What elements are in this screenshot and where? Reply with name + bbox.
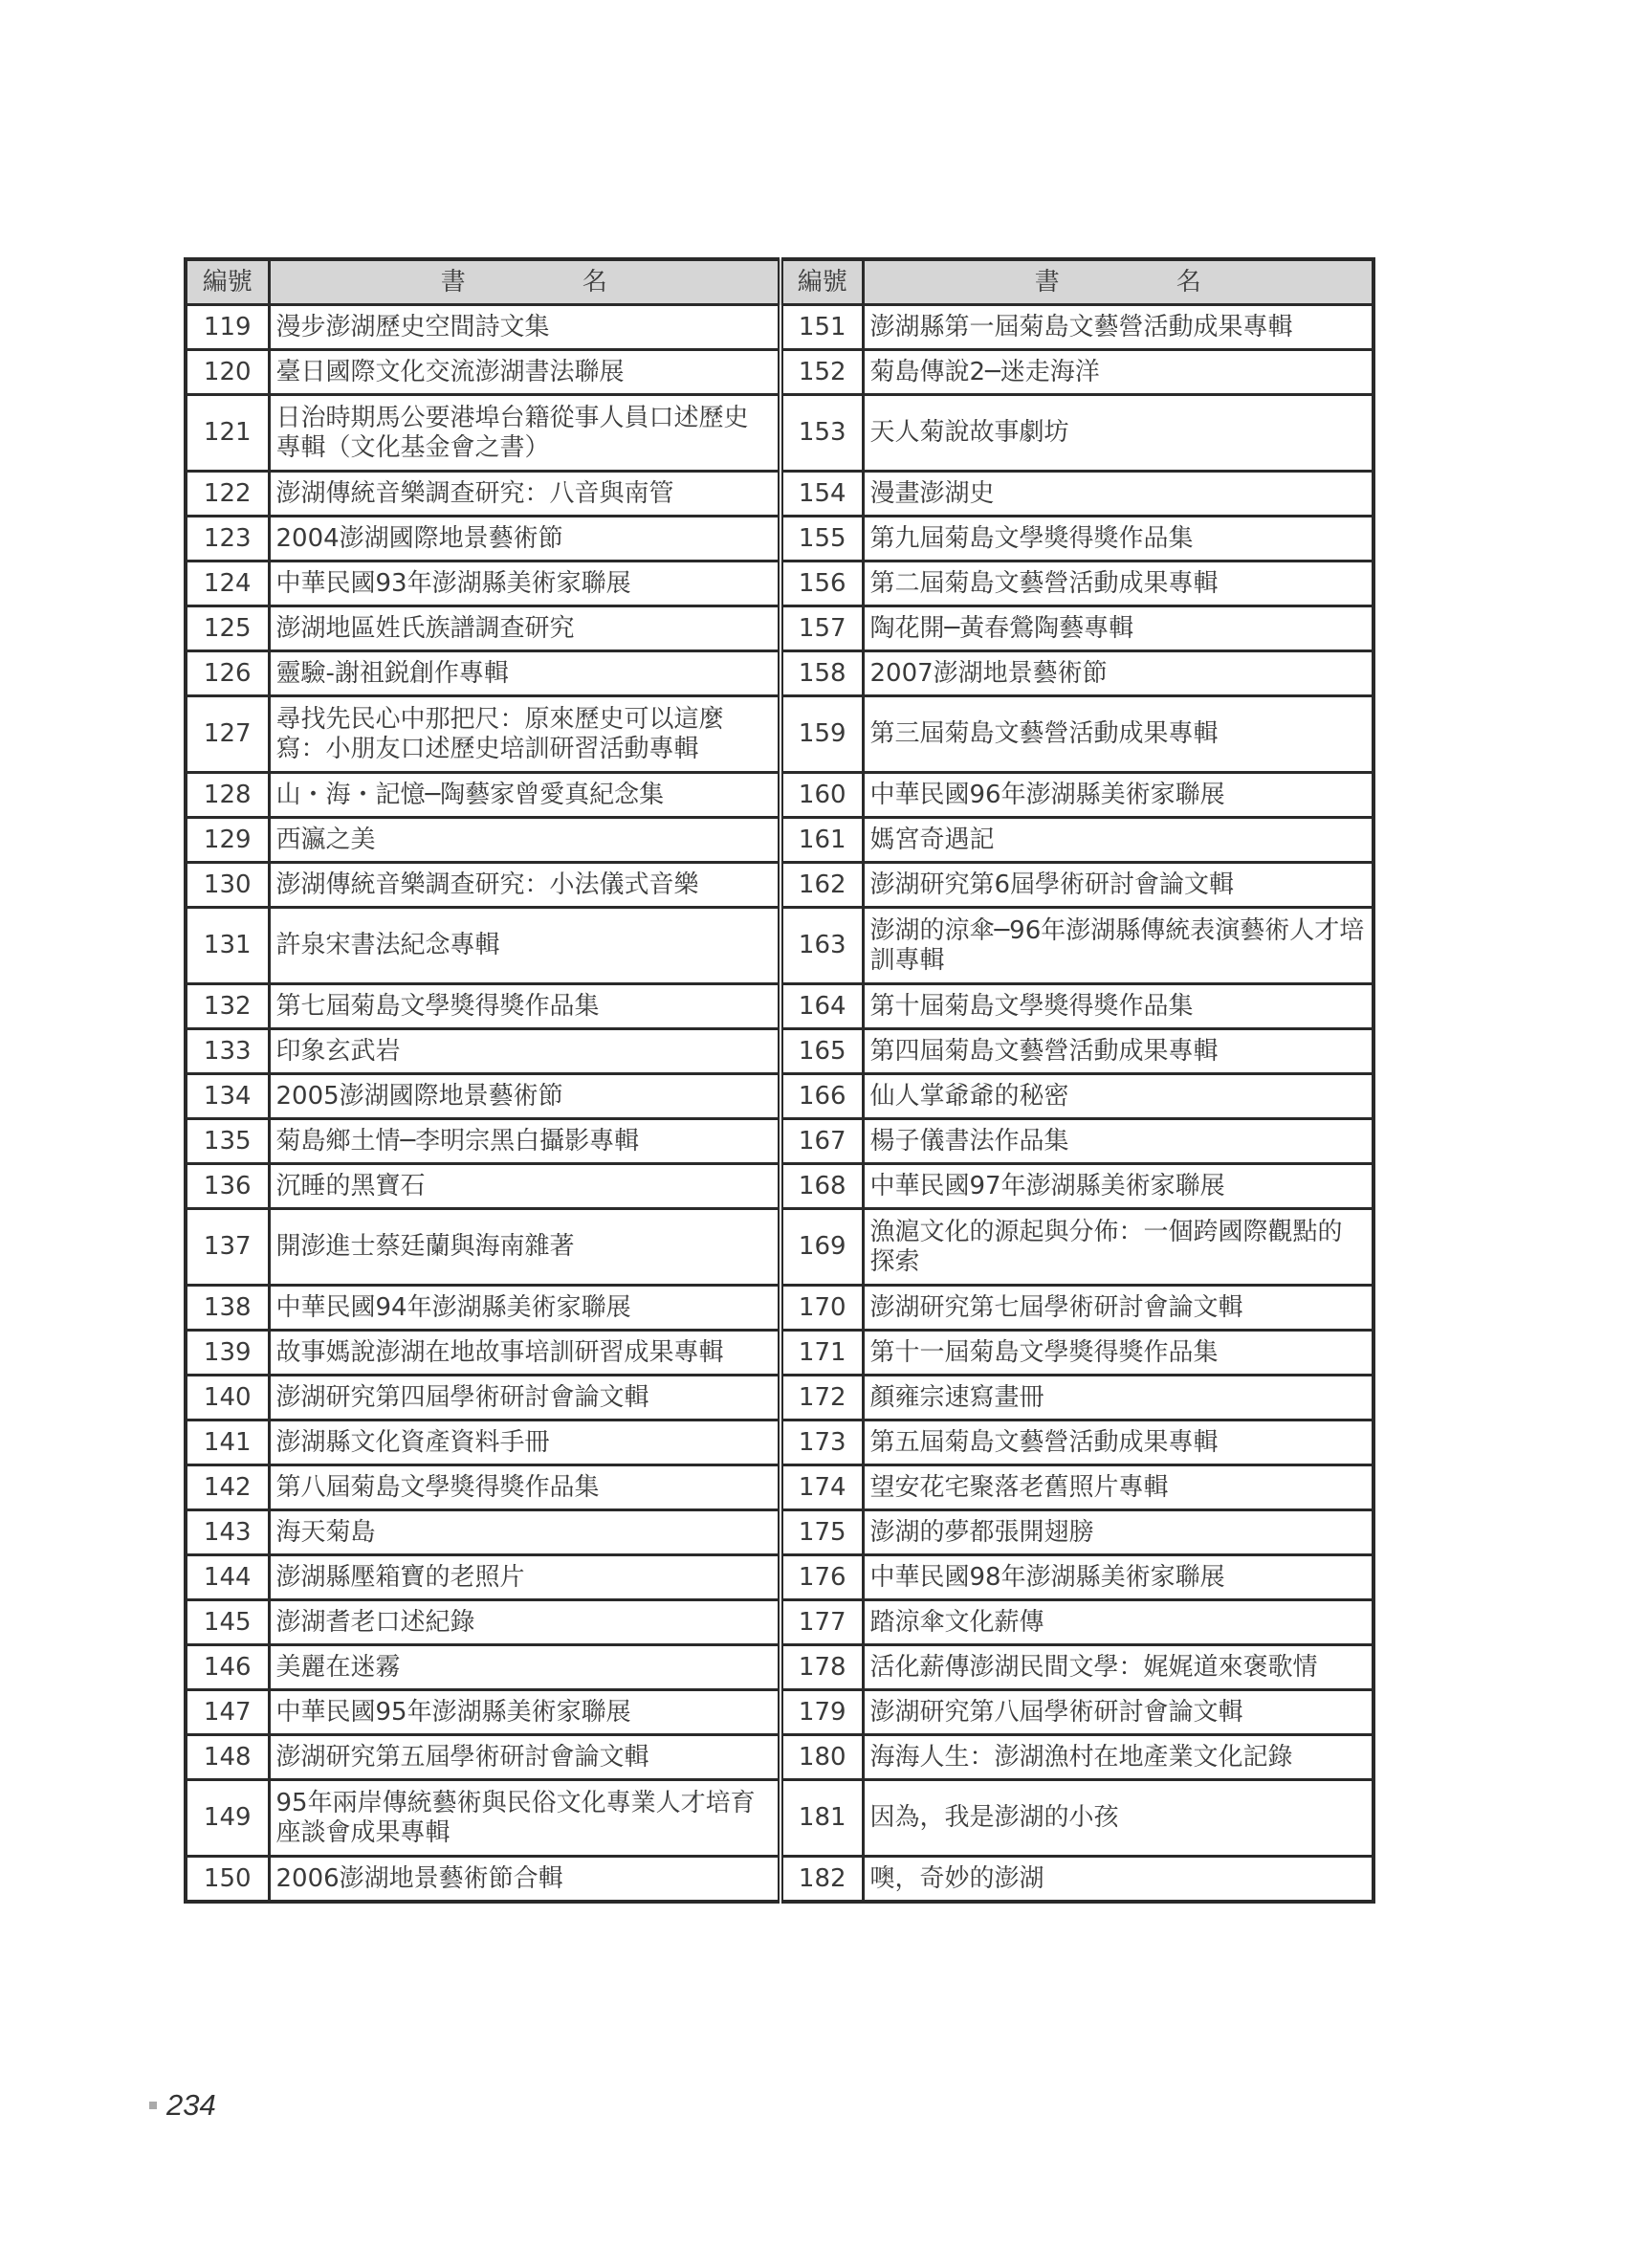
book-title: 澎湖研究第四屆學術研討會論文輯 xyxy=(269,1376,780,1420)
book-title: 美麗在迷霧 xyxy=(269,1645,780,1690)
item-number: 165 xyxy=(780,1029,863,1074)
book-title: 尋找先民心中那把尺：原來歷史可以這麼寫：小朋友口述歷史培訓研習活動專輯 xyxy=(269,696,780,773)
book-title: 澎湖研究第八屆學術研討會論文輯 xyxy=(863,1690,1373,1735)
table-row xyxy=(186,1555,1373,1600)
item-number: 174 xyxy=(780,1465,863,1510)
item-number: 140 xyxy=(186,1376,269,1420)
item-number: 139 xyxy=(186,1331,269,1376)
book-title: 顏雍宗速寫畫冊 xyxy=(863,1376,1373,1420)
item-number: 128 xyxy=(186,773,269,818)
table-row xyxy=(186,1420,1373,1465)
book-title: 澎湖地區姓氏族譜調查研究 xyxy=(269,606,780,651)
book-title: 第九屆菊島文學獎得獎作品集 xyxy=(863,517,1373,561)
book-title: 第五屆菊島文藝營活動成果專輯 xyxy=(863,1420,1373,1465)
item-number: 159 xyxy=(780,696,863,773)
item-number: 125 xyxy=(186,606,269,651)
item-number: 155 xyxy=(780,517,863,561)
book-title: 沉睡的黑寶石 xyxy=(269,1164,780,1209)
item-number: 154 xyxy=(780,472,863,517)
item-number: 141 xyxy=(186,1420,269,1465)
item-number: 171 xyxy=(780,1331,863,1376)
item-number: 138 xyxy=(186,1286,269,1331)
item-number: 175 xyxy=(780,1510,863,1555)
table-row xyxy=(186,1780,1373,1857)
item-number: 144 xyxy=(186,1555,269,1600)
header-number: 編號 xyxy=(780,259,863,305)
item-number: 166 xyxy=(780,1074,863,1119)
table-row xyxy=(186,1645,1373,1690)
item-number: 172 xyxy=(780,1376,863,1420)
table-row xyxy=(186,1164,1373,1209)
book-title: 澎湖傳統音樂調查研究：小法儀式音樂 xyxy=(269,863,780,908)
table-row xyxy=(186,1510,1373,1555)
table-row xyxy=(186,863,1373,908)
book-title: 澎湖研究第五屆學術研討會論文輯 xyxy=(269,1735,780,1780)
publication-list-table xyxy=(184,257,1375,1904)
item-number: 179 xyxy=(780,1690,863,1735)
item-number: 123 xyxy=(186,517,269,561)
table-row xyxy=(186,1857,1373,1903)
book-title: 漫步澎湖歷史空間詩文集 xyxy=(269,305,780,350)
item-number: 170 xyxy=(780,1286,863,1331)
book-title: 澎湖研究第6屆學術研討會論文輯 xyxy=(863,863,1373,908)
book-title: 第四屆菊島文藝營活動成果專輯 xyxy=(863,1029,1373,1074)
book-title: 印象玄武岩 xyxy=(269,1029,780,1074)
book-title: 楊子儀書法作品集 xyxy=(863,1119,1373,1164)
book-title: 陶花開─黃春鶯陶藝專輯 xyxy=(863,606,1373,651)
item-number: 149 xyxy=(186,1780,269,1857)
book-title: 日治時期馬公要港埠台籍從事人員口述歷史專輯（文化基金會之書） xyxy=(269,395,780,472)
book-title: 中華民國98年澎湖縣美術家聯展 xyxy=(863,1555,1373,1600)
book-title: 澎湖縣文化資產資料手冊 xyxy=(269,1420,780,1465)
book-title: 澎湖的夢都張開翅膀 xyxy=(863,1510,1373,1555)
item-number: 177 xyxy=(780,1600,863,1645)
item-number: 130 xyxy=(186,863,269,908)
header-title: 書 名 xyxy=(269,259,780,305)
square-bullet-icon xyxy=(149,2102,157,2109)
table-row xyxy=(186,984,1373,1029)
item-number: 120 xyxy=(186,350,269,395)
item-number: 151 xyxy=(780,305,863,350)
book-title: 仙人掌爺爺的秘密 xyxy=(863,1074,1373,1119)
header-title: 書 名 xyxy=(863,259,1373,305)
book-title: 第二屆菊島文藝營活動成果專輯 xyxy=(863,561,1373,606)
page-number: 234 xyxy=(166,2088,216,2122)
item-number: 124 xyxy=(186,561,269,606)
book-title: 澎湖研究第七屆學術研討會論文輯 xyxy=(863,1286,1373,1331)
book-title: 靈驗-謝祖鋭創作專輯 xyxy=(269,651,780,696)
item-number: 176 xyxy=(780,1555,863,1600)
item-number: 131 xyxy=(186,908,269,984)
item-number: 181 xyxy=(780,1780,863,1857)
table-row xyxy=(186,1074,1373,1119)
table-row xyxy=(186,517,1373,561)
book-title: 第十屆菊島文學獎得獎作品集 xyxy=(863,984,1373,1029)
book-title: 海天菊島 xyxy=(269,1510,780,1555)
table-row xyxy=(186,561,1373,606)
table-row xyxy=(186,696,1373,773)
table-row xyxy=(186,818,1373,863)
book-title: 澎湖耆老口述紀錄 xyxy=(269,1600,780,1645)
item-number: 150 xyxy=(186,1857,269,1903)
item-number: 173 xyxy=(780,1420,863,1465)
book-title: 中華民國97年澎湖縣美術家聯展 xyxy=(863,1164,1373,1209)
table-row xyxy=(186,350,1373,395)
table-row xyxy=(186,773,1373,818)
item-number: 168 xyxy=(780,1164,863,1209)
book-title: 澎湖縣第一屆菊島文藝營活動成果專輯 xyxy=(863,305,1373,350)
item-number: 178 xyxy=(780,1645,863,1690)
book-title: 因為，我是澎湖的小孩 xyxy=(863,1780,1373,1857)
book-title: 澎湖傳統音樂調查研究：八音與南管 xyxy=(269,472,780,517)
item-number: 146 xyxy=(186,1645,269,1690)
book-title: 漫畫澎湖史 xyxy=(863,472,1373,517)
book-title: 第七屆菊島文學獎得獎作品集 xyxy=(269,984,780,1029)
book-title: 許泉宋書法紀念專輯 xyxy=(269,908,780,984)
book-title: 天人菊說故事劇坊 xyxy=(863,395,1373,472)
table-row xyxy=(186,305,1373,350)
item-number: 160 xyxy=(780,773,863,818)
book-title: 2006澎湖地景藝術節合輯 xyxy=(269,1857,780,1903)
book-title: 海海人生：澎湖漁村在地產業文化記錄 xyxy=(863,1735,1373,1780)
item-number: 152 xyxy=(780,350,863,395)
item-number: 147 xyxy=(186,1690,269,1735)
table-row xyxy=(186,1376,1373,1420)
book-title: 山・海・記憶─陶藝家曾愛真紀念集 xyxy=(269,773,780,818)
table-header-row xyxy=(186,259,1373,305)
book-title: 望安花宅聚落老舊照片專輯 xyxy=(863,1465,1373,1510)
table-row xyxy=(186,1465,1373,1510)
item-number: 156 xyxy=(780,561,863,606)
item-number: 121 xyxy=(186,395,269,472)
book-title: 中華民國94年澎湖縣美術家聯展 xyxy=(269,1286,780,1331)
table-row xyxy=(186,1119,1373,1164)
item-number: 163 xyxy=(780,908,863,984)
table-row xyxy=(186,1286,1373,1331)
item-number: 127 xyxy=(186,696,269,773)
item-number: 122 xyxy=(186,472,269,517)
table-row xyxy=(186,606,1373,651)
table-row xyxy=(186,1331,1373,1376)
table-row xyxy=(186,1600,1373,1645)
item-number: 129 xyxy=(186,818,269,863)
item-number: 169 xyxy=(780,1209,863,1286)
table-row xyxy=(186,1690,1373,1735)
item-number: 136 xyxy=(186,1164,269,1209)
item-number: 119 xyxy=(186,305,269,350)
item-number: 182 xyxy=(780,1857,863,1903)
book-title: 中華民國93年澎湖縣美術家聯展 xyxy=(269,561,780,606)
book-title: 媽宮奇遇記 xyxy=(863,818,1373,863)
book-title: 澎湖的涼傘─96年澎湖縣傳統表演藝術人才培訓專輯 xyxy=(863,908,1373,984)
book-title: 臺日國際文化交流澎湖書法聯展 xyxy=(269,350,780,395)
table-row xyxy=(186,472,1373,517)
book-title: 菊島傳說2─迷走海洋 xyxy=(863,350,1373,395)
item-number: 133 xyxy=(186,1029,269,1074)
item-number: 164 xyxy=(780,984,863,1029)
item-number: 180 xyxy=(780,1735,863,1780)
item-number: 157 xyxy=(780,606,863,651)
item-number: 126 xyxy=(186,651,269,696)
book-title: 澎湖縣壓箱寶的老照片 xyxy=(269,1555,780,1600)
book-title: 噢，奇妙的澎湖 xyxy=(863,1857,1373,1903)
item-number: 158 xyxy=(780,651,863,696)
item-number: 161 xyxy=(780,818,863,863)
book-title: 第三屆菊島文藝營活動成果專輯 xyxy=(863,696,1373,773)
item-number: 142 xyxy=(186,1465,269,1510)
book-title: 開澎進士蔡廷蘭與海南雜著 xyxy=(269,1209,780,1286)
book-title: 第十一屆菊島文學獎得獎作品集 xyxy=(863,1331,1373,1376)
item-number: 153 xyxy=(780,395,863,472)
table-row xyxy=(186,1735,1373,1780)
book-title: 2004澎湖國際地景藝術節 xyxy=(269,517,780,561)
book-title: 中華民國96年澎湖縣美術家聯展 xyxy=(863,773,1373,818)
book-title: 第八屆菊島文學獎得獎作品集 xyxy=(269,1465,780,1510)
table-row xyxy=(186,651,1373,696)
book-title: 菊島鄉土情─李明宗黑白攝影專輯 xyxy=(269,1119,780,1164)
table-row xyxy=(186,1209,1373,1286)
item-number: 148 xyxy=(186,1735,269,1780)
item-number: 143 xyxy=(186,1510,269,1555)
table-row xyxy=(186,395,1373,472)
header-number: 編號 xyxy=(186,259,269,305)
book-title: 漁滬文化的源起與分佈：一個跨國際觀點的探索 xyxy=(863,1209,1373,1286)
item-number: 137 xyxy=(186,1209,269,1286)
book-title: 2005澎湖國際地景藝術節 xyxy=(269,1074,780,1119)
book-title: 故事媽說澎湖在地故事培訓研習成果專輯 xyxy=(269,1331,780,1376)
book-title: 踏涼傘文化薪傳 xyxy=(863,1600,1373,1645)
book-title: 95年兩岸傳統藝術與民俗文化專業人才培育座談會成果專輯 xyxy=(269,1780,780,1857)
book-title: 中華民國95年澎湖縣美術家聯展 xyxy=(269,1690,780,1735)
item-number: 134 xyxy=(186,1074,269,1119)
table-row xyxy=(186,1029,1373,1074)
item-number: 132 xyxy=(186,984,269,1029)
table-row xyxy=(186,908,1373,984)
book-title: 2007澎湖地景藝術節 xyxy=(863,651,1373,696)
book-title: 西瀛之美 xyxy=(269,818,780,863)
book-title: 活化薪傳澎湖民間文學：娓娓道來褒歌情 xyxy=(863,1645,1373,1690)
item-number: 145 xyxy=(186,1600,269,1645)
page-footer xyxy=(149,2088,216,2123)
item-number: 167 xyxy=(780,1119,863,1164)
item-number: 135 xyxy=(186,1119,269,1164)
item-number: 162 xyxy=(780,863,863,908)
